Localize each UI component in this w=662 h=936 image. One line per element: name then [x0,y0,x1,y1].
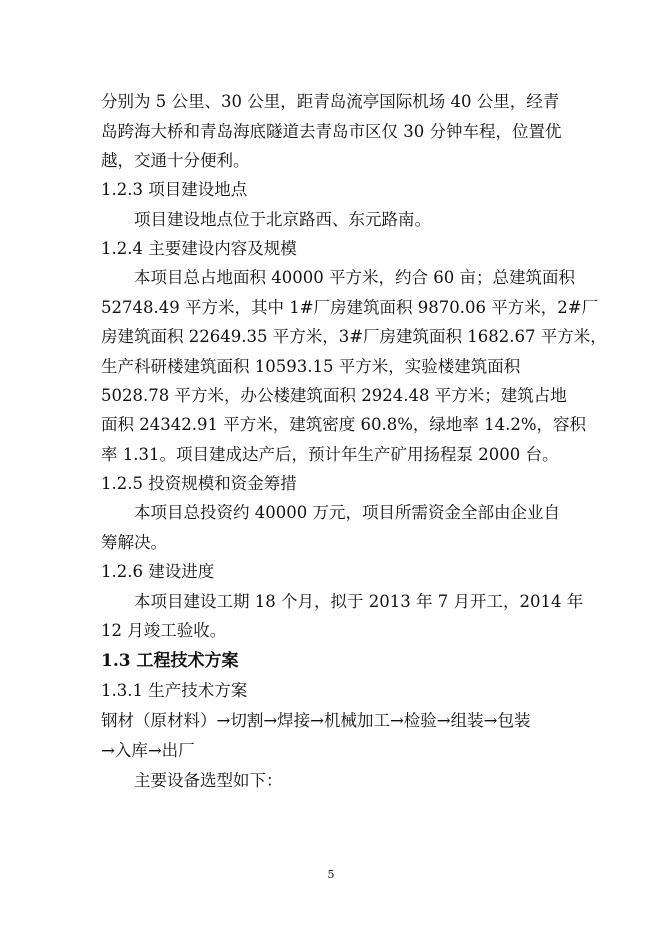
section-heading-1-3-1: 1.3.1 生产技术方案 [101,681,248,700]
section-heading-1-2-4: 1.2.4 主要建设内容及规模 [101,239,297,258]
body-text-line: 分别为 5 公里、30 公里，距青岛流亭国际机场 40 公里，经青 [101,92,560,111]
body-text-line: 面积 24342.91 平方米，建筑密度 60.8%，绿地率 14.2%，容积 [101,415,587,434]
body-text-line: 5028.78 平方米，办公楼建筑面积 2924.48 平方米；建筑占地 [101,386,567,405]
body-text-line: 12 月竣工验收。 [101,621,227,640]
page-number: 5 [327,868,335,881]
body-text-line: 岛跨海大桥和青岛海底隧道去青岛市区仅 30 分钟车程，位置优 [101,122,562,141]
body-text-line: 主要设备选型如下： [134,771,283,790]
body-text-line: 52748.49 平方米，其中 1#厂房建筑面积 9870.06 平方米，2#厂 [101,298,599,317]
body-text-line: 率 1.31。项目建成达产后，预计年生产矿用扬程泵 2000 台。 [101,445,559,464]
process-flow-line: 钢材（原材料）→切割→焊接→机械加工→检验→组装→包装 [101,711,531,730]
body-text-line: 房建筑面积 22649.35 平方米，3#厂房建筑面积 1682.67 平方米， [101,327,607,346]
body-text-line: 本项目总投资约 40000 万元，项目所需资金全部由企业自 [134,503,560,522]
section-heading-1-2-5: 1.2.5 投资规模和资金筹措 [101,474,297,493]
body-text-line: 筹解决。 [101,533,167,552]
body-text-line: 生产科研楼建筑面积 10593.15 平方米，实验楼建筑面积 [101,357,521,376]
section-heading-1-2-6: 1.2.6 建设进度 [101,562,215,581]
body-text-line: 本项目建设工期 18 个月，拟于 2013 年 7 月开工，2014 年 [134,592,584,611]
body-text-line: 项目建设地点位于北京路西、东元路南。 [134,210,431,229]
body-text-line: 本项目总占地面积 40000 平方米，约合 60 亩；总建筑面积 [134,268,575,287]
section-heading-1-2-3: 1.2.3 项目建设地点 [101,180,248,199]
body-text-line: 越，交通十分便利。 [101,151,250,170]
section-heading-1-3: 1.3 工程技术方案 [101,651,239,671]
process-flow-line: →入库→出厂 [101,741,195,760]
